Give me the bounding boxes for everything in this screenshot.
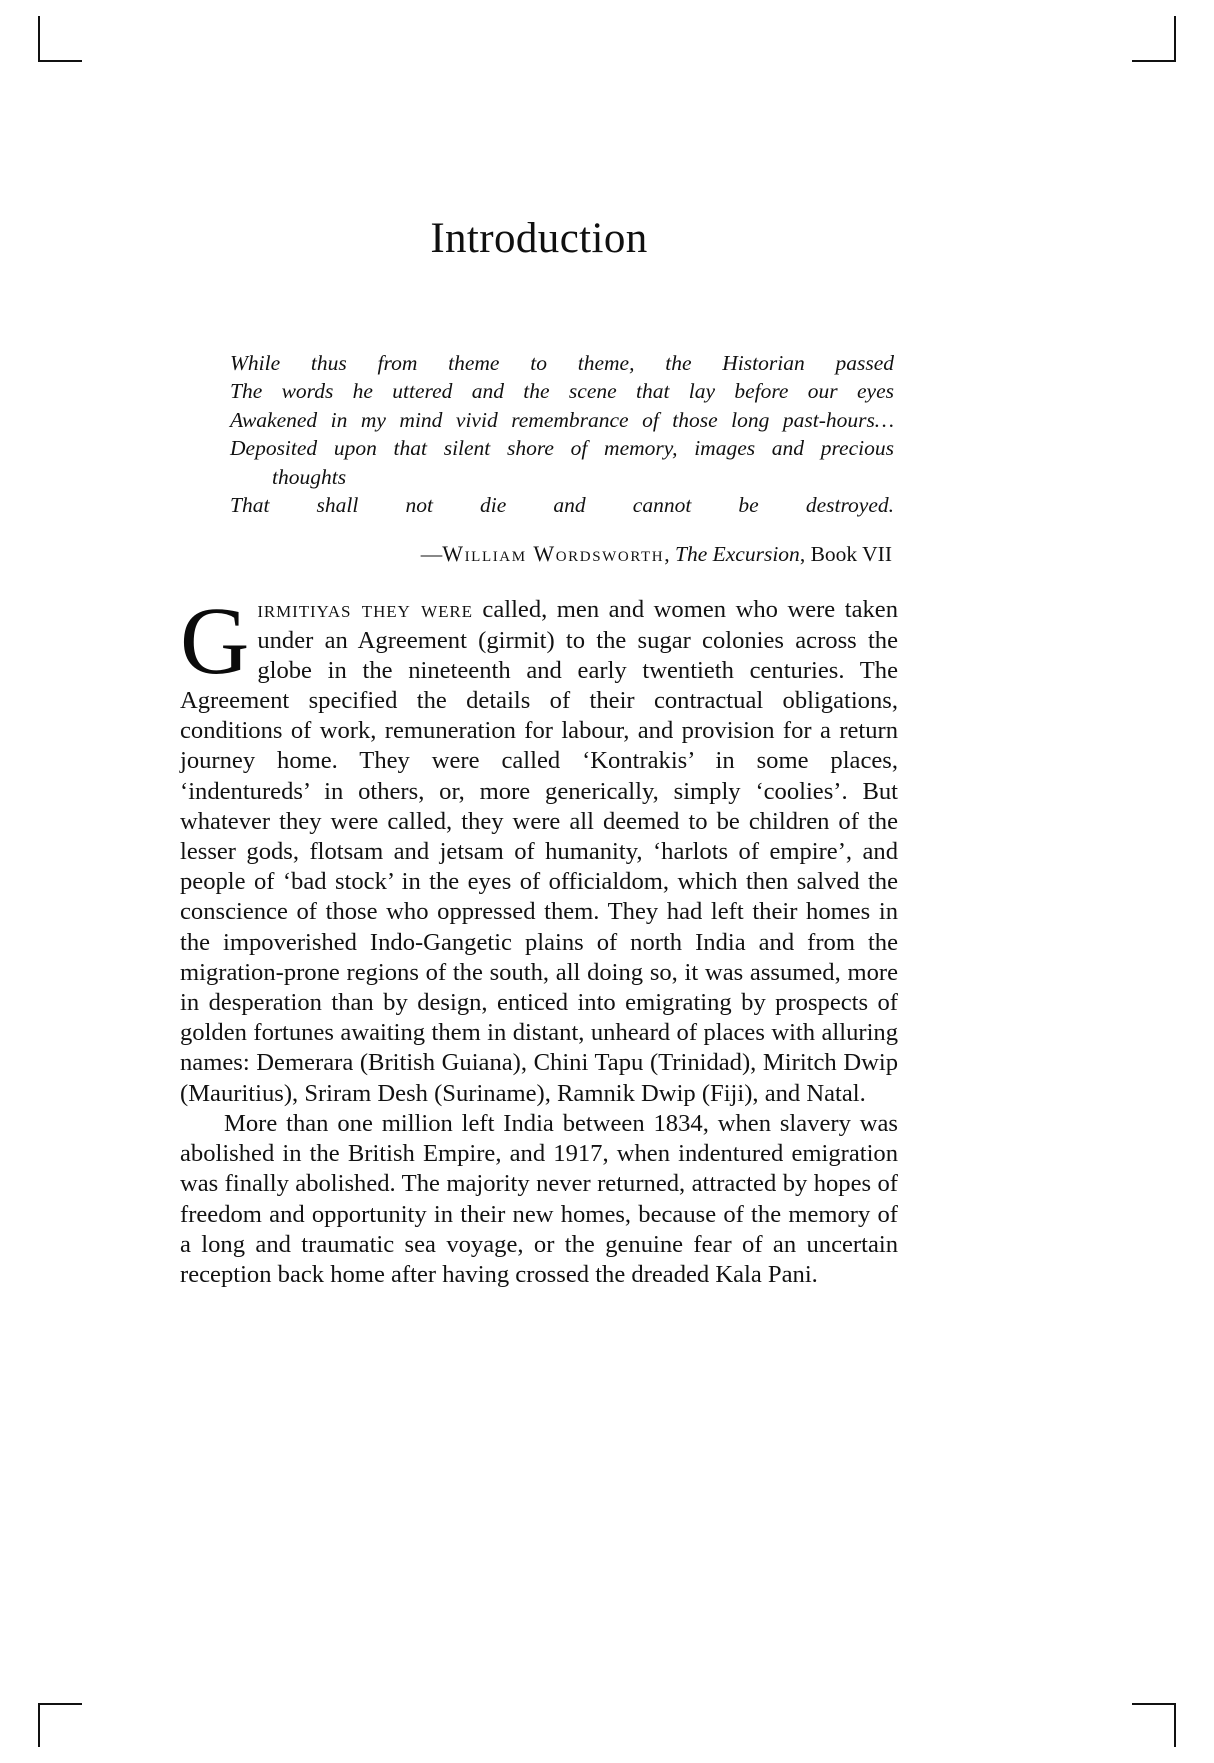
crop-mark-vertical-rule	[1174, 1703, 1176, 1747]
epigraph-line: While thus from theme to theme, the Historian passed	[230, 351, 894, 375]
attribution-book-number: , Book VII	[799, 542, 892, 567]
epigraph-line: The words he uttered and the scene that lay before our eyes	[230, 379, 894, 404]
attribution-work-title: The Excursion	[675, 542, 800, 567]
epigraph-line: Deposited upon that silent shore of memory, images and precious	[230, 436, 894, 461]
page-title: Introduction	[430, 215, 648, 262]
drop-cap: G	[180, 587, 250, 695]
epigraph-line: That shall not die and cannot be destroyed.	[230, 493, 894, 518]
paragraph-text: More than one million left India between 1834, when slavery was abolished in the British Empire, and 1917, when indentured emigration was finally abolished. The majority never returned, attracted by hopes of freedom and opportunity in their new homes, because of the memory of a long and traumatic sea voyage, or the genuine fear of an uncertain reception back home after having crossed the dreaded Kala Pani.	[180, 1109, 898, 1288]
crop-mark-horizontal-rule	[38, 60, 82, 62]
type-block	[180, 0, 898, 1290]
crop-mark-horizontal-rule	[1132, 1703, 1176, 1705]
attribution-author: William Wordsworth	[442, 541, 665, 567]
paragraph-opening	[180, 587, 899, 1108]
epigraph-line-runover: thoughts	[272, 464, 347, 489]
epigraph	[180, 263, 898, 568]
epigraph-line: Awakened in my mind vivid remembrance of those long past-hours…	[230, 407, 894, 432]
opening-small-caps: irmitiyas they were	[257, 596, 473, 624]
body-copy	[180, 568, 898, 1290]
crop-mark-vertical-rule	[38, 1703, 40, 1747]
crop-mark-vertical-rule	[1174, 16, 1176, 60]
attribution-separator: ,	[664, 542, 675, 567]
epigraph-attribution	[230, 519, 894, 568]
attribution-dash: —	[420, 542, 443, 567]
crop-mark-horizontal-rule	[1132, 60, 1176, 62]
crop-mark-vertical-rule	[38, 16, 40, 60]
paragraph-second	[180, 1109, 898, 1290]
crop-mark-horizontal-rule	[38, 1703, 82, 1705]
paragraph-text: called, men and women who were taken under an Agreement (girmit) to the sugar colonies across the globe in the nineteenth and early twentieth centuries. The Agreement specified the details of their contractual obligations, conditions of work, remuneration for labour, and provision for a return journey home. They were called ‘Kontrakis’ in some places, ‘indentureds’ in others, or, more generically, simply ‘coolies’. But whatever they were called, they were all deemed to be children of the lesser gods, flotsam and jetsam of humanity, ‘harlots of empire’, and people of ‘bad stock’ in the eyes of officialdom, which then salved the conscience of those who oppressed them. They had left their homes in the impoverished Indo-Gangetic plains of north India and from the migration-prone regions of the south, all doing so, it was assumed, more in desperation than by design, enticed into emigrating by prospects of golden fortunes awaiting them in distant, unheard of places with alluring names: Demerara (British Guiana), Chini Tapu (Trinidad), Miritch Dwip (Mauritius), Sriram Desh (Suriname), Ramnik Dwip (Fiji), and Natal.	[180, 596, 899, 1107]
